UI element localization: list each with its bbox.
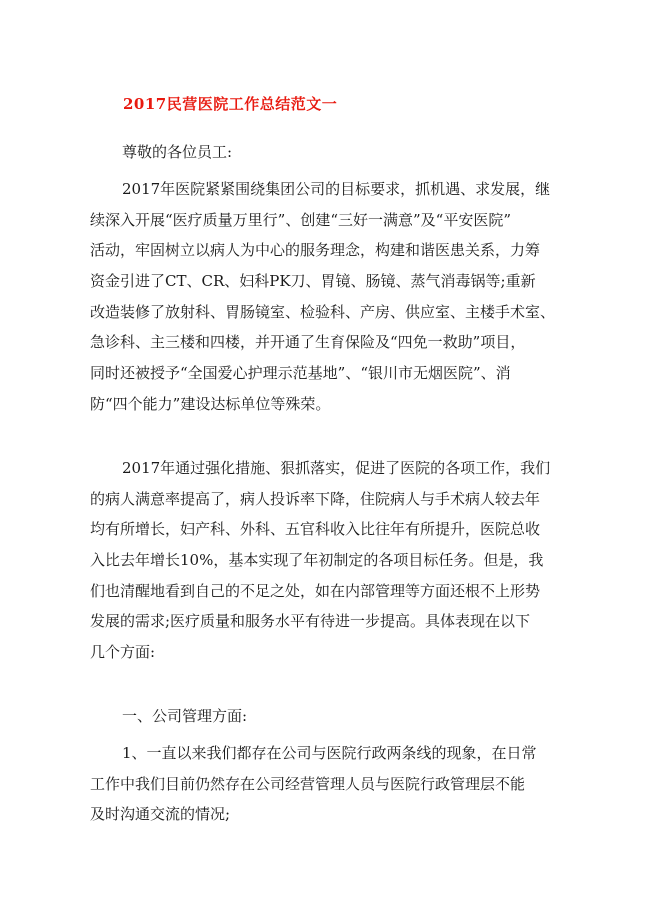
paragraph-line: 活动，牢固树立以病人为中心的服务理念，构建和谐医患关系，力筹 xyxy=(90,241,541,260)
paragraph-line: 防“四个能力”建设达标单位等殊荣。 xyxy=(90,394,331,413)
paragraph-3 xyxy=(90,738,560,830)
paragraph-line: 2017年通过强化措施、狠抓落实，促进了医院的各项工作，我们 xyxy=(122,459,551,477)
paragraph-line: 几个方面: xyxy=(90,643,156,662)
paragraph-line: 及时沟通交流的情况; xyxy=(90,805,231,824)
greeting xyxy=(90,137,560,168)
paragraph-line: 工作中我们目前仍然存在公司经营管理人员与医院行政管理层不能 xyxy=(90,774,526,793)
section-heading-line: 一、公司管理方面: xyxy=(122,707,248,725)
paragraph-line: 均有所增长，妇产科、外科、五官科收入比往年有所提升，医院总收 xyxy=(90,520,541,539)
section-heading-1 xyxy=(90,701,560,732)
paragraph-line: 的病人满意率提高了，病人投诉率下降，住院病人与手术病人较去年 xyxy=(90,489,541,508)
paragraph-1 xyxy=(90,174,560,420)
paragraph-line: 资金引进了CT、CR、妇科PK刀、胃镜、肠镜、蒸气消毒锅等;重新 xyxy=(90,272,536,291)
paragraph-line: 入比去年增长10%，基本实现了年初制定的各项目标任务。但是，我 xyxy=(90,551,544,570)
greeting-line: 尊敬的各位员工: xyxy=(122,143,233,161)
paragraph-line: 2017年医院紧紧围绕集团公司的目标要求，抓机遇、求发展，继 xyxy=(122,180,551,198)
document-title: 2017民营医院工作总结范文一 xyxy=(123,95,338,113)
paragraph-line: 急诊科、主三楼和四楼，并开通了生育保险及“四免一救助”项目， xyxy=(90,333,526,352)
paragraph-2 xyxy=(90,453,560,668)
paragraph-line: 同时还被授予“全国爱心护理示范基地”、“银川市无烟医院”、消 xyxy=(90,364,511,383)
paragraph-line: 改造装修了放射科、胃肠镜室、检验科、产房、供应室、主楼手术室、 xyxy=(90,302,556,321)
paragraph-line: 发展的需求;医疗质量和服务水平有待进一步提高。具体表现在以下 xyxy=(90,612,531,631)
paragraph-line: 们也清醒地看到自己的不足之处，如在内部管理等方面还根不上形势 xyxy=(90,581,541,600)
paragraph-line: 1、一直以来我们都存在公司与医院行政两条线的现象，在日常 xyxy=(122,744,537,762)
paragraph-line: 续深入开展“医疗质量万里行”、创建“三好一满意”及“平安医院” xyxy=(90,210,512,229)
